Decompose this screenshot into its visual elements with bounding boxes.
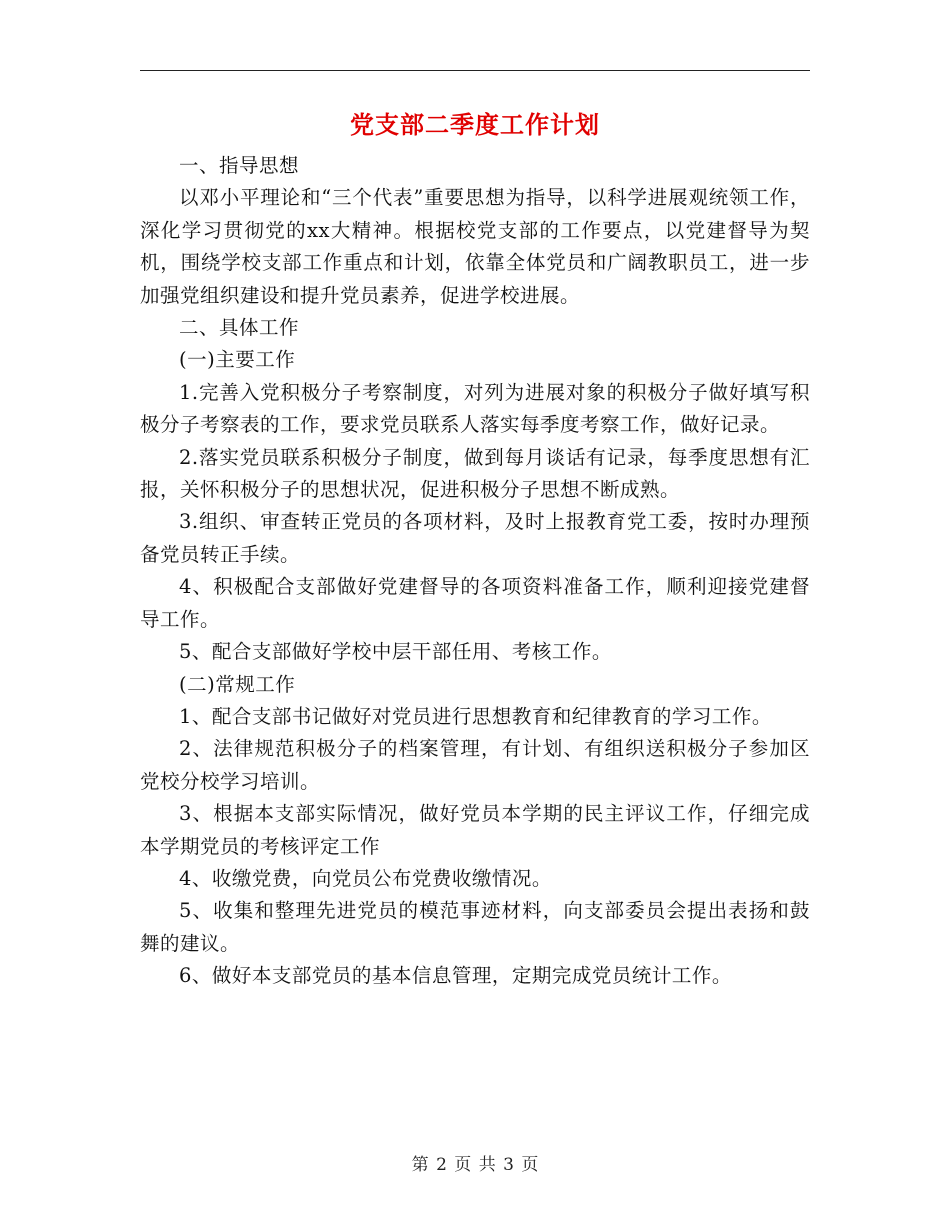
section-heading-specific-work: 二、具体工作: [179, 316, 300, 340]
main-work-item-5: 5、配合支部做好学校中层干部任用、考核工作。: [179, 640, 612, 664]
routine-work-item-5: 5、收集和整理先进党员的模范事迹材料，向支部委员会提出表扬和鼓舞的建议。: [140, 899, 810, 955]
subsection-heading-routine-work: (二)常规工作: [179, 672, 296, 696]
subsection-heading-main-work: (一)主要工作: [179, 348, 296, 372]
routine-work-item-6: 6、做好本支部党员的基本信息管理，定期完成党员统计工作。: [179, 964, 732, 988]
routine-work-item-1: 1、配合支部书记做好对党员进行思想教育和纪律教育的学习工作。: [179, 704, 772, 728]
main-work-item-1: 1.完善入党积极分子考察制度，对列为进展对象的积极分子做好填写积极分子考察表的工作，要求党员联系人落实每季度考察工作，做好记录。: [140, 380, 810, 437]
section-heading-guiding-ideology: 一、指导思想: [179, 154, 300, 177]
routine-work-item-2: 2、法律规范积极分子的档案管理，有计划、有组织送积极分子参加区党校分校学习培训。: [140, 737, 810, 793]
page-number-footer: 第 2 页 共 3 页: [411, 1155, 539, 1175]
routine-work-item-3: 3、根据本支部实际情况，做好党员本学期的民主评议工作，仔细完成本学期党员的考核评定工作: [140, 802, 810, 858]
main-work-item-4: 4、积极配合支部做好党建督导的各项资料准备工作，顺利迎接党建督导工作。: [140, 575, 810, 631]
main-work-item-3: 3.组织、审查转正党员的各项材料，及时上报教育党工委，按时办理预备党员转正手续。: [140, 510, 810, 566]
main-work-item-2: 2.落实党员联系积极分子制度，做到每月谈话有记录，每季度思想有汇报，关怀积极分子的思想状况，促进积极分子思想不断成熟。: [140, 445, 810, 502]
document-title: 党支部二季度工作计划: [350, 110, 600, 139]
document-body: [140, 150, 810, 993]
header-rule: [140, 70, 810, 71]
routine-work-item-4: 4、收缴党费，向党员公布党费收缴情况。: [179, 866, 552, 890]
paragraph-guiding-ideology: 以邓小平理论和“三个代表”重要思想为指导，以科学进展观统领工作，深化学习贯彻党的xx大精神。根据校党支部的工作要点，以党建督导为契机，围绕学校支部工作重点和计划，依靠全体党员和广阔教职员工，进一步加强党组织建设和提升党员素养，促进学校进展。: [140, 186, 810, 307]
